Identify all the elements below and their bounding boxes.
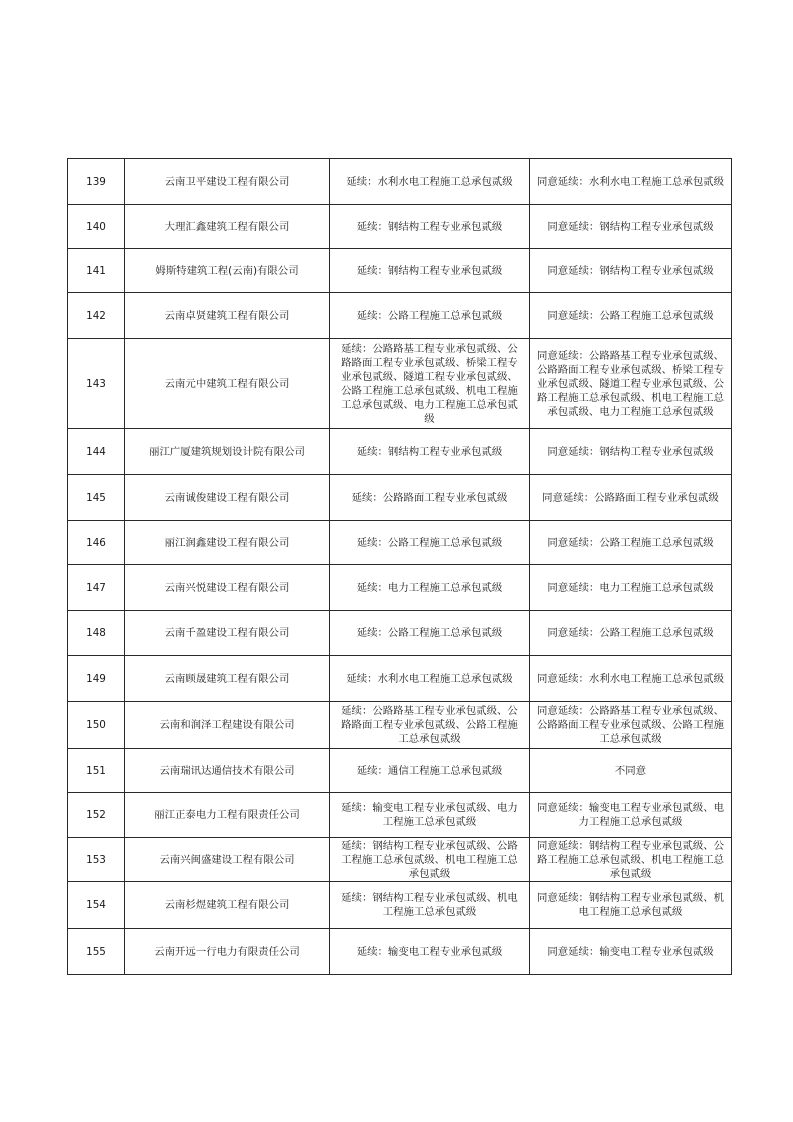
company-name: 云南瑞讯达通信技术有限公司: [125, 749, 330, 793]
company-name: 云南开远一行电力有限责任公司: [125, 929, 330, 975]
table-row: [68, 249, 732, 293]
row-number: 149: [68, 656, 125, 702]
review-opinion: 同意延续：电力工程施工总承包贰级: [530, 565, 732, 611]
review-opinion: 同意延续：公路路基工程专业承包贰级、公路路面工程专业承包贰级、公路工程施工总承包贰级: [530, 702, 732, 749]
table-row: [68, 838, 732, 882]
table-row: [68, 521, 732, 565]
application-content: 延续：公路路基工程专业承包贰级、公路路面工程专业承包贰级、桥梁工程专业承包贰级、隧道工程专业承包贰级、公路工程施工总承包贰级、机电工程施工总承包贰级、电力工程施工总承包贰级: [330, 339, 530, 429]
review-opinion: 同意延续：钢结构工程专业承包贰级: [530, 205, 732, 249]
review-opinion: 同意延续：公路路基工程专业承包贰级、公路路面工程专业承包贰级、桥梁工程专业承包贰级、隧道工程专业承包贰级、公路工程施工总承包贰级、机电工程施工总承包贰级、电力工程施工总承包贰级: [530, 339, 732, 429]
table-row: [68, 205, 732, 249]
company-name: 云南元中建筑工程有限公司: [125, 339, 330, 429]
review-opinion: 同意延续：公路工程施工总承包贰级: [530, 611, 732, 656]
table-row: [68, 656, 732, 702]
table-row: [68, 749, 732, 793]
review-opinion: 同意延续：水利水电工程施工总承包贰级: [530, 159, 732, 205]
table-row: [68, 293, 732, 339]
application-content: 延续：公路工程施工总承包贰级: [330, 611, 530, 656]
row-number: 143: [68, 339, 125, 429]
review-opinion: 同意延续：钢结构工程专业承包贰级、公路工程施工总承包贰级、机电工程施工总承包贰级: [530, 838, 732, 882]
table-row: [68, 882, 732, 929]
company-name: 云南顾晟建筑工程有限公司: [125, 656, 330, 702]
review-opinion: 同意延续：公路工程施工总承包贰级: [530, 293, 732, 339]
application-content: 延续：钢结构工程专业承包贰级、机电工程施工总承包贰级: [330, 882, 530, 929]
row-number: 146: [68, 521, 125, 565]
company-name: 云南和润泽工程建设有限公司: [125, 702, 330, 749]
company-name: 云南杉煜建筑工程有限公司: [125, 882, 330, 929]
qualification-table: [67, 158, 732, 975]
application-content: 延续：钢结构工程专业承包贰级: [330, 429, 530, 475]
company-name: 丽江广厦建筑规划设计院有限公司: [125, 429, 330, 475]
row-number: 153: [68, 838, 125, 882]
application-content: 延续：水利水电工程施工总承包贰级: [330, 656, 530, 702]
review-opinion: 同意延续：水利水电工程施工总承包贰级: [530, 656, 732, 702]
company-name: 姆斯特建筑工程(云南)有限公司: [125, 249, 330, 293]
row-number: 152: [68, 793, 125, 838]
review-opinion: 同意延续：钢结构工程专业承包贰级: [530, 429, 732, 475]
row-number: 148: [68, 611, 125, 656]
row-number: 145: [68, 475, 125, 521]
company-name: 云南兴闽盛建设工程有限公司: [125, 838, 330, 882]
table-row: [68, 565, 732, 611]
company-name: 云南千盈建设工程有限公司: [125, 611, 330, 656]
review-opinion: 同意延续：钢结构工程专业承包贰级: [530, 249, 732, 293]
company-name: 丽江润鑫建设工程有限公司: [125, 521, 330, 565]
review-opinion: 同意延续：输变电工程专业承包贰级: [530, 929, 732, 975]
application-content: 延续：电力工程施工总承包贰级: [330, 565, 530, 611]
company-name: 云南兴悦建设工程有限公司: [125, 565, 330, 611]
row-number: 144: [68, 429, 125, 475]
application-content: 延续：公路工程施工总承包贰级: [330, 293, 530, 339]
application-content: 延续：通信工程施工总承包贰级: [330, 749, 530, 793]
application-content: 延续：钢结构工程专业承包贰级: [330, 249, 530, 293]
table-row: [68, 159, 732, 205]
company-name: 云南卫平建设工程有限公司: [125, 159, 330, 205]
row-number: 147: [68, 565, 125, 611]
company-name: 大理汇鑫建筑工程有限公司: [125, 205, 330, 249]
review-opinion: 同意延续：公路路面工程专业承包贰级: [530, 475, 732, 521]
application-content: 延续：水利水电工程施工总承包贰级: [330, 159, 530, 205]
row-number: 150: [68, 702, 125, 749]
application-content: 延续：公路路基工程专业承包贰级、公路路面工程专业承包贰级、公路工程施工总承包贰级: [330, 702, 530, 749]
company-name: 丽江正泰电力工程有限责任公司: [125, 793, 330, 838]
review-opinion: 同意延续：输变电工程专业承包贰级、电力工程施工总承包贰级: [530, 793, 732, 838]
table-row: [68, 339, 732, 429]
row-number: 154: [68, 882, 125, 929]
row-number: 151: [68, 749, 125, 793]
review-opinion: 同意延续：钢结构工程专业承包贰级、机电工程施工总承包贰级: [530, 882, 732, 929]
table-row: [68, 702, 732, 749]
application-content: 延续：钢结构工程专业承包贰级、公路工程施工总承包贰级、机电工程施工总承包贰级: [330, 838, 530, 882]
company-name: 云南卓贤建筑工程有限公司: [125, 293, 330, 339]
table-row: [68, 611, 732, 656]
table-row: [68, 929, 732, 975]
row-number: 140: [68, 205, 125, 249]
review-opinion: 同意延续：公路工程施工总承包贰级: [530, 521, 732, 565]
row-number: 139: [68, 159, 125, 205]
table-row: [68, 429, 732, 475]
application-content: 延续：公路路面工程专业承包贰级: [330, 475, 530, 521]
table-row: [68, 475, 732, 521]
row-number: 155: [68, 929, 125, 975]
review-opinion: 不同意: [530, 749, 732, 793]
application-content: 延续：钢结构工程专业承包贰级: [330, 205, 530, 249]
application-content: 延续：输变电工程专业承包贰级、电力工程施工总承包贰级: [330, 793, 530, 838]
table-row: [68, 793, 732, 838]
row-number: 141: [68, 249, 125, 293]
application-content: 延续：公路工程施工总承包贰级: [330, 521, 530, 565]
company-name: 云南诚俊建设工程有限公司: [125, 475, 330, 521]
row-number: 142: [68, 293, 125, 339]
application-content: 延续：输变电工程专业承包贰级: [330, 929, 530, 975]
